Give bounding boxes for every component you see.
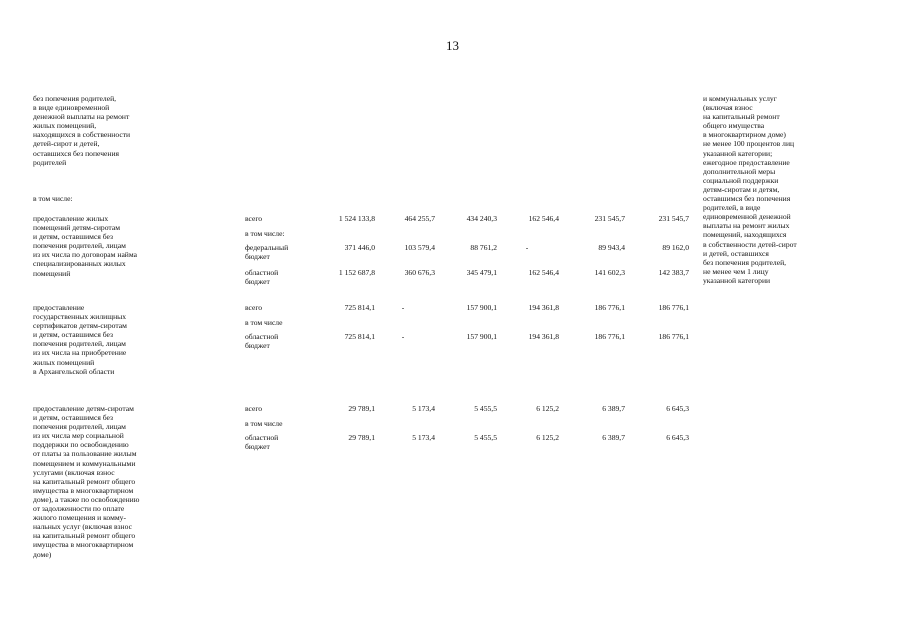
row-1-regional-col4: 162 546,4	[528, 268, 559, 277]
row-1-regional-col5: 141 602,3	[594, 268, 625, 277]
in-that-number-label: в том числе:	[33, 194, 73, 203]
row-2-total-col1: 725 814,1	[344, 303, 375, 312]
row-3-total-col6: 6 645,3	[666, 404, 689, 413]
row-2-regional-col3: 157 900,1	[466, 332, 497, 341]
row-2-total-col2: -	[401, 303, 405, 312]
row-3-total-col5: 6 389,7	[602, 404, 625, 413]
row-1-federal-col1: 371 446,0	[344, 243, 375, 252]
row-3-regional-col2: 5 173,4	[412, 433, 435, 442]
row-2-label-regional: областной бюджет	[245, 332, 279, 351]
row-3-regional-col6: 6 645,3	[666, 433, 689, 442]
row-2-regional-col5: 186 776,1	[594, 332, 625, 341]
row-1-label-total: всего	[245, 214, 263, 223]
row-1-label-regional: областной бюджет	[245, 268, 279, 287]
row-2-regional-col4: 194 361,8	[528, 332, 559, 341]
row-1-regional-col1: 1 152 687,8	[338, 268, 375, 277]
row-2-regional-col6: 186 776,1	[658, 332, 689, 341]
right-column-description: и коммунальных услуг (включая взнос на капитальный ремонт общего имущества в многоквартирном доме) не менее 100 процентов лиц указанной категории; ежегодное предоставление дополнительной меры социальной поддержки детям-сиротам и детям, оставшимся без попечения родителей, в виде единовременной денежной выплаты на ремонт жилых помещений, находящихся в собственности детей-сирот и детей, оставшихся без попечения родителей, не менее чем 1 лицу указанной категории	[703, 94, 797, 285]
row-3-label-total: всего	[245, 404, 263, 413]
row-1-total-col1: 1 524 133,8	[338, 214, 375, 223]
row-3-total-col1: 29 789,1	[348, 404, 375, 413]
row-3-regional-col1: 29 789,1	[348, 433, 375, 442]
row-3-regional-col3: 5 455,5	[474, 433, 497, 442]
row-2-total-col3: 157 900,1	[466, 303, 497, 312]
row-3-label-including: в том числе	[245, 419, 283, 428]
row-3-total-col4: 6 125,2	[536, 404, 559, 413]
row-1-federal-col2: 103 579,4	[404, 243, 435, 252]
row-2-regional-col2: -	[401, 332, 405, 341]
row-1-regional-col2: 360 676,3	[404, 268, 435, 277]
row-2-label-including: в том числе	[245, 318, 283, 327]
row-1-total-col3: 434 240,3	[466, 214, 497, 223]
row-2-total-col5: 186 776,1	[594, 303, 625, 312]
row-1-total-col2: 464 255,7	[404, 214, 435, 223]
row-1-regional-col3: 345 479,1	[466, 268, 497, 277]
row-3-regional-col5: 6 389,7	[602, 433, 625, 442]
row-2-total-col4: 194 361,8	[528, 303, 559, 312]
row-1-label-including: в том числе:	[245, 229, 285, 238]
top-left-description: без попечения родителей, в виде единовременной денежной выплаты на ремонт жилых помещений, находящихся в собственности детей-сирот и детей, оставшихся без попечения родителей	[33, 94, 131, 167]
row-3-total-col2: 5 173,4	[412, 404, 435, 413]
row-1-federal-col4: -	[525, 243, 529, 252]
row-2-label-total: всего	[245, 303, 263, 312]
row-1-total-col6: 231 545,7	[658, 214, 689, 223]
row-1-federal-col6: 89 162,0	[662, 243, 689, 252]
row-1-total-col4: 162 546,4	[528, 214, 559, 223]
page-number: 13	[446, 38, 459, 53]
row-3-total-col3: 5 455,5	[474, 404, 497, 413]
row-3-regional-col4: 6 125,2	[536, 433, 559, 442]
row-1-regional-col6: 142 383,7	[658, 268, 689, 277]
row-3-label-regional: областной бюджет	[245, 433, 279, 452]
row-2-total-col6: 186 776,1	[658, 303, 689, 312]
row-2-description: предоставление государственных жилищных сертификатов детям-сиротам и детям, оставшимся без попечения родителей, лицам из их числа на приобретение жилых помещений в Архангельской области	[33, 303, 127, 376]
row-1-federal-col3: 88 761,2	[470, 243, 497, 252]
row-1-total-col5: 231 545,7	[594, 214, 625, 223]
row-1-federal-col5: 89 943,4	[598, 243, 625, 252]
row-2-regional-col1: 725 814,1	[344, 332, 375, 341]
row-1-label-federal: федеральный бюджет	[245, 243, 289, 262]
row-1-description: предоставление жилых помещений детям-сиротам и детям, оставшимся без попечения родителей, лицам из их числа по договорам найма специализированных жилых помещений	[33, 214, 137, 278]
row-3-description: предоставление детям-сиротам и детям, оставшимся без попечения родителей, лицам из их числа мер социальной поддержки по освобождению от платы за пользование жилым помещением и коммунальными услугами (включая взнос на капитальный ремонт общего имущества в многоквартирном доме), а также по освобождению от задолженности по оплате жилого помещения и комму- нальных услуг (включая взнос на капитальный ремонт общего имущества в многоквартирном доме)	[33, 404, 140, 559]
